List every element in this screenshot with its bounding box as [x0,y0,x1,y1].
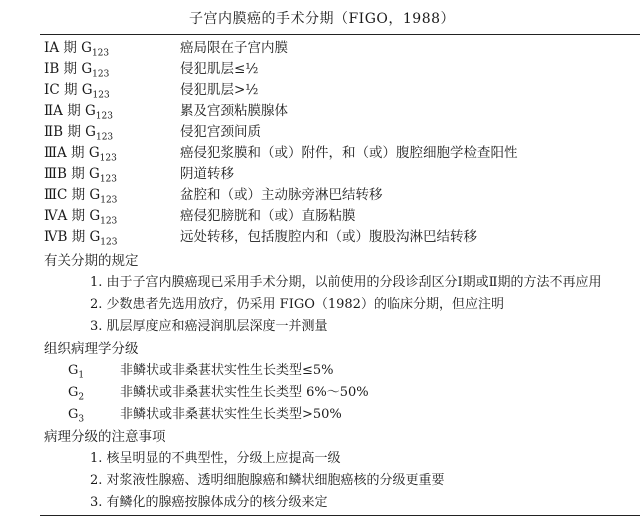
stage-row [40,227,640,248]
grading-note-item: 3. 有鳞化的腺癌按腺体成分的核分级来定 [90,495,328,510]
grade-description: 非鳞状或非桑葚状实性生长类型≤5% [120,363,334,378]
stage-description: 阴道转移 [180,166,234,182]
stage-description: 累及宫颈粘膜腺体 [180,103,288,119]
stage-row [40,101,640,122]
staging-rules-heading: 有关分期的规定 [44,253,139,269]
grade-description: 非鳞状或非桑葚状实性生长类型>50% [120,407,342,422]
histopath-grading-heading: 组织病理学分级 [44,341,139,357]
stage-row [40,80,640,101]
stage-code: ⅠA 期 $G_{123}$ [44,40,110,59]
top-rule [40,34,640,35]
stage-description: 侵犯肌层>½ [180,82,259,98]
stage-row [40,206,640,227]
stage-code: ⅣA 期 $G_{123}$ [44,208,118,227]
stage-row [40,122,640,143]
page-title: 子宫内膜癌的手术分期（FIGO，1988） [188,11,456,27]
grade-item [40,360,640,382]
grade-code: $G_1$ [68,363,85,381]
stage-description: 侵犯肌层≤½ [180,61,259,77]
stage-description: 远处转移，包括腹腔内和（或）腹股沟淋巴结转移 [180,229,477,245]
grade-item [40,382,640,404]
stage-code: ⅣB 期 $G_{123}$ [44,229,118,248]
staging-rule-item: 1. 由于子宫内膜癌现已采用手术分期，以前使用的分段诊刮区分Ⅰ期或Ⅱ期的方法不再应用 [90,275,602,290]
stage-code: ⅡB 期 $G_{123}$ [44,124,114,143]
grade-code: $G_3$ [68,407,85,425]
stage-code: ⅢA 期 $G_{123}$ [44,145,117,164]
stage-code: ⅠC 期 $G_{123}$ [44,82,110,101]
staging-rule-item: 2. 少数患者先选用放疗，仍采用 FIGO（1982）的临床分期，但应注明 [90,297,504,312]
stage-table [40,38,640,248]
stage-row [40,143,640,164]
stage-description: 侵犯宫颈间质 [180,124,261,140]
stage-row [40,59,640,80]
grade-description: 非鳞状或非桑葚状实性生长类型 6%～50% [120,385,369,400]
stage-code: ⅢC 期 $G_{123}$ [44,187,118,206]
staging-rule-item: 3. 肌层厚度应和癌浸润肌层深度一并测量 [90,319,328,334]
stage-description: 癌局限在子宫内膜 [180,40,288,56]
stage-description: 癌侵犯浆膜和（或）附件，和（或）腹腔细胞学检查阳性 [180,145,518,161]
stage-description: 盆腔和（或）主动脉旁淋巴结转移 [180,187,383,203]
notes-section [40,250,640,514]
grading-note-item: 1. 核呈明显的不典型性，分级上应提高一级 [90,451,341,466]
stage-code: ⅠB 期 $G_{123}$ [44,61,110,80]
stage-description: 癌侵犯膀胱和（或）直肠粘膜 [180,208,356,224]
stage-code: ⅢB 期 $G_{123}$ [44,166,117,185]
stage-row [40,38,640,59]
stage-row [40,164,640,185]
grading-note-item: 2. 对浆液性腺癌、透明细胞腺癌和鳞状细胞癌核的分级更重要 [90,473,445,488]
grading-notes-heading: 病理分级的注意事项 [44,429,166,445]
bottom-rule [40,515,640,516]
grade-code: $G_2$ [68,385,85,403]
stage-row [40,185,640,206]
grade-item [40,404,640,426]
stage-code: ⅡA 期 $G_{123}$ [44,103,113,122]
